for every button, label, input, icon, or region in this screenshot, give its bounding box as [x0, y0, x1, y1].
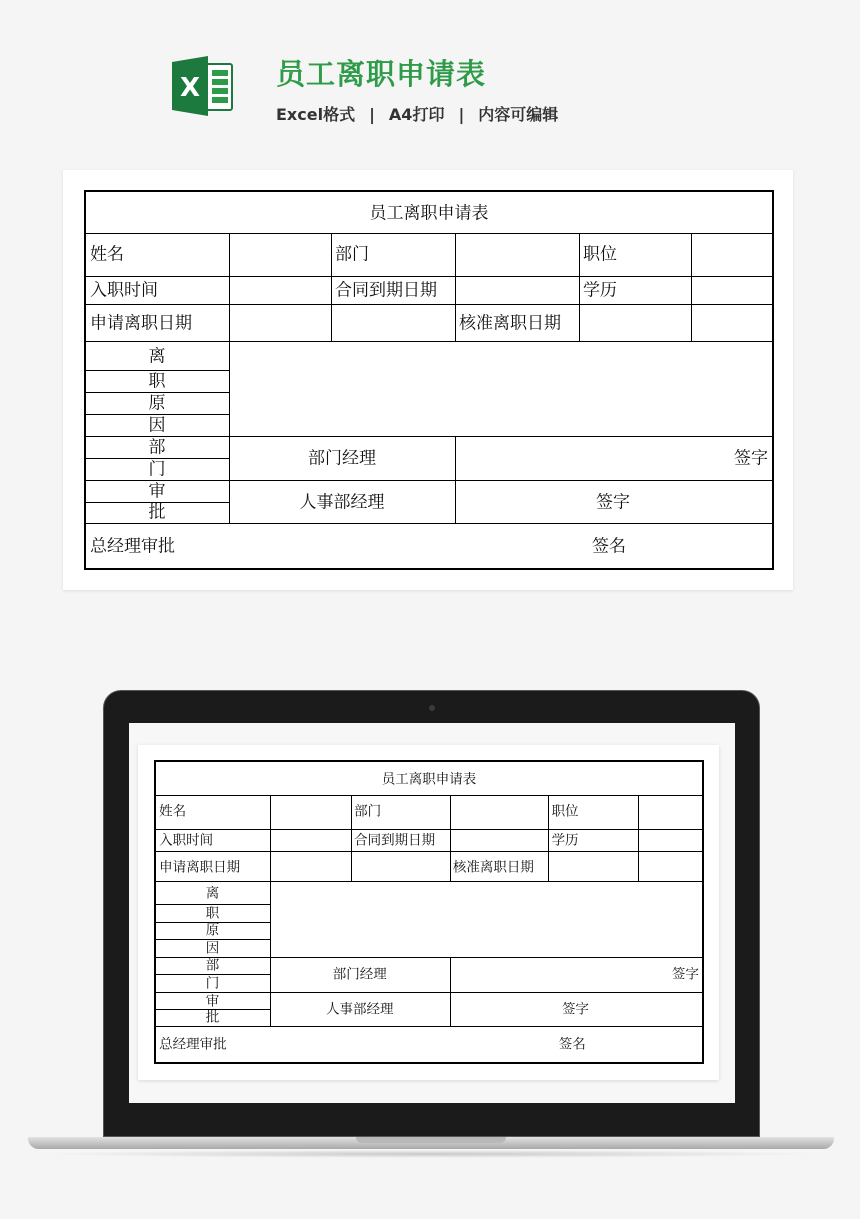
resignation-form [84, 190, 774, 570]
form-title: 员工离职申请表 [369, 203, 489, 223]
approval-char: 部 [205, 957, 220, 973]
field-label-name: 姓名 [89, 244, 124, 264]
excel-icon [172, 56, 234, 116]
field-label-contract-end: 合同到期日期 [354, 832, 436, 848]
separator: | [369, 105, 375, 124]
grid-line [156, 795, 702, 796]
laptop-notch [356, 1137, 506, 1143]
field-label-department: 部门 [354, 803, 382, 819]
grid-line [86, 276, 772, 277]
grid-line [156, 1026, 702, 1027]
field-label-hr-manager: 人事部经理 [299, 492, 385, 512]
field-label-hr-manager: 人事部经理 [326, 1001, 394, 1017]
reason-char: 职 [205, 905, 220, 921]
svg-text:X: X [179, 73, 201, 103]
grid-line [351, 795, 352, 881]
grid-line [86, 341, 772, 342]
approval-char: 批 [205, 1009, 220, 1025]
grid-line [156, 957, 702, 958]
field-label-approve-date: 核准离职日期 [452, 858, 534, 874]
field-label-dept-manager: 部门经理 [308, 448, 376, 468]
field-label-position: 职位 [583, 244, 617, 264]
field-label-education: 学历 [551, 832, 579, 848]
reason-char: 原 [205, 922, 220, 938]
field-label-contract-end: 合同到期日期 [335, 280, 437, 300]
format-label: Excel格式 [276, 105, 356, 124]
page-header [0, 0, 860, 150]
grid-line [86, 480, 772, 481]
grid-line [156, 851, 702, 852]
laptop-form-preview [138, 745, 719, 1080]
grid-line [86, 304, 772, 305]
signature-label: 签字 [734, 448, 769, 468]
grid-line [229, 233, 230, 523]
field-label-position: 职位 [551, 803, 579, 819]
grid-line [270, 795, 271, 1026]
grid-line [86, 523, 772, 524]
form-preview [63, 170, 793, 590]
approval-char: 批 [148, 502, 166, 522]
laptop-shadow [40, 1150, 820, 1158]
grid-line [156, 881, 702, 882]
grid-line [331, 233, 332, 341]
grid-line [450, 957, 451, 1026]
editable-label: 内容可编辑 [478, 105, 559, 124]
field-label-department: 部门 [335, 244, 369, 264]
signature-label: 签字 [671, 966, 699, 982]
field-label-education: 学历 [583, 280, 617, 300]
grid-line [455, 233, 456, 341]
field-label-apply-date: 申请离职日期 [89, 313, 192, 333]
grid-line [455, 436, 456, 523]
grid-line [156, 829, 702, 830]
reason-char: 原 [148, 393, 166, 413]
signature-label: 签字 [596, 492, 630, 512]
signature-label: 签名 [558, 1036, 586, 1052]
field-label-hire-date: 入职时间 [159, 832, 214, 848]
resignation-form [154, 760, 704, 1064]
approval-char: 部 [148, 437, 166, 457]
separator: | [458, 105, 465, 124]
grid-line [450, 795, 451, 881]
form-title: 员工离职申请表 [381, 771, 477, 786]
approval-char: 审 [205, 992, 220, 1008]
grid-line [156, 992, 702, 993]
approval-char: 审 [148, 481, 166, 501]
reason-char: 离 [205, 885, 220, 901]
approval-char: 门 [148, 459, 166, 479]
reason-char: 离 [148, 346, 166, 366]
field-label-dept-manager: 部门经理 [332, 966, 387, 982]
reason-char: 职 [148, 371, 166, 391]
grid-line [579, 233, 580, 341]
grid-line [638, 795, 639, 881]
grid-line [86, 436, 772, 437]
grid-line [86, 233, 772, 234]
signature-label: 签字 [561, 1001, 589, 1017]
field-label-hire-date: 入职时间 [89, 280, 158, 300]
webcam-icon [429, 705, 435, 711]
field-label-gm-approval: 总经理审批 [89, 536, 175, 556]
signature-label: 签名 [592, 536, 626, 556]
reason-char: 因 [205, 940, 220, 956]
field-label-gm-approval: 总经理审批 [159, 1036, 227, 1052]
subtitle [276, 102, 558, 125]
field-label-apply-date: 申请离职日期 [159, 858, 241, 874]
field-label-approve-date: 核准离职日期 [459, 313, 561, 333]
field-label-name: 姓名 [159, 803, 187, 819]
reason-char: 因 [148, 415, 166, 435]
page-title: 员工离职申请表 [276, 57, 487, 91]
approval-char: 门 [205, 975, 220, 991]
paper-label: A4打印 [388, 105, 445, 124]
grid-line [548, 795, 549, 881]
grid-line [691, 233, 692, 341]
